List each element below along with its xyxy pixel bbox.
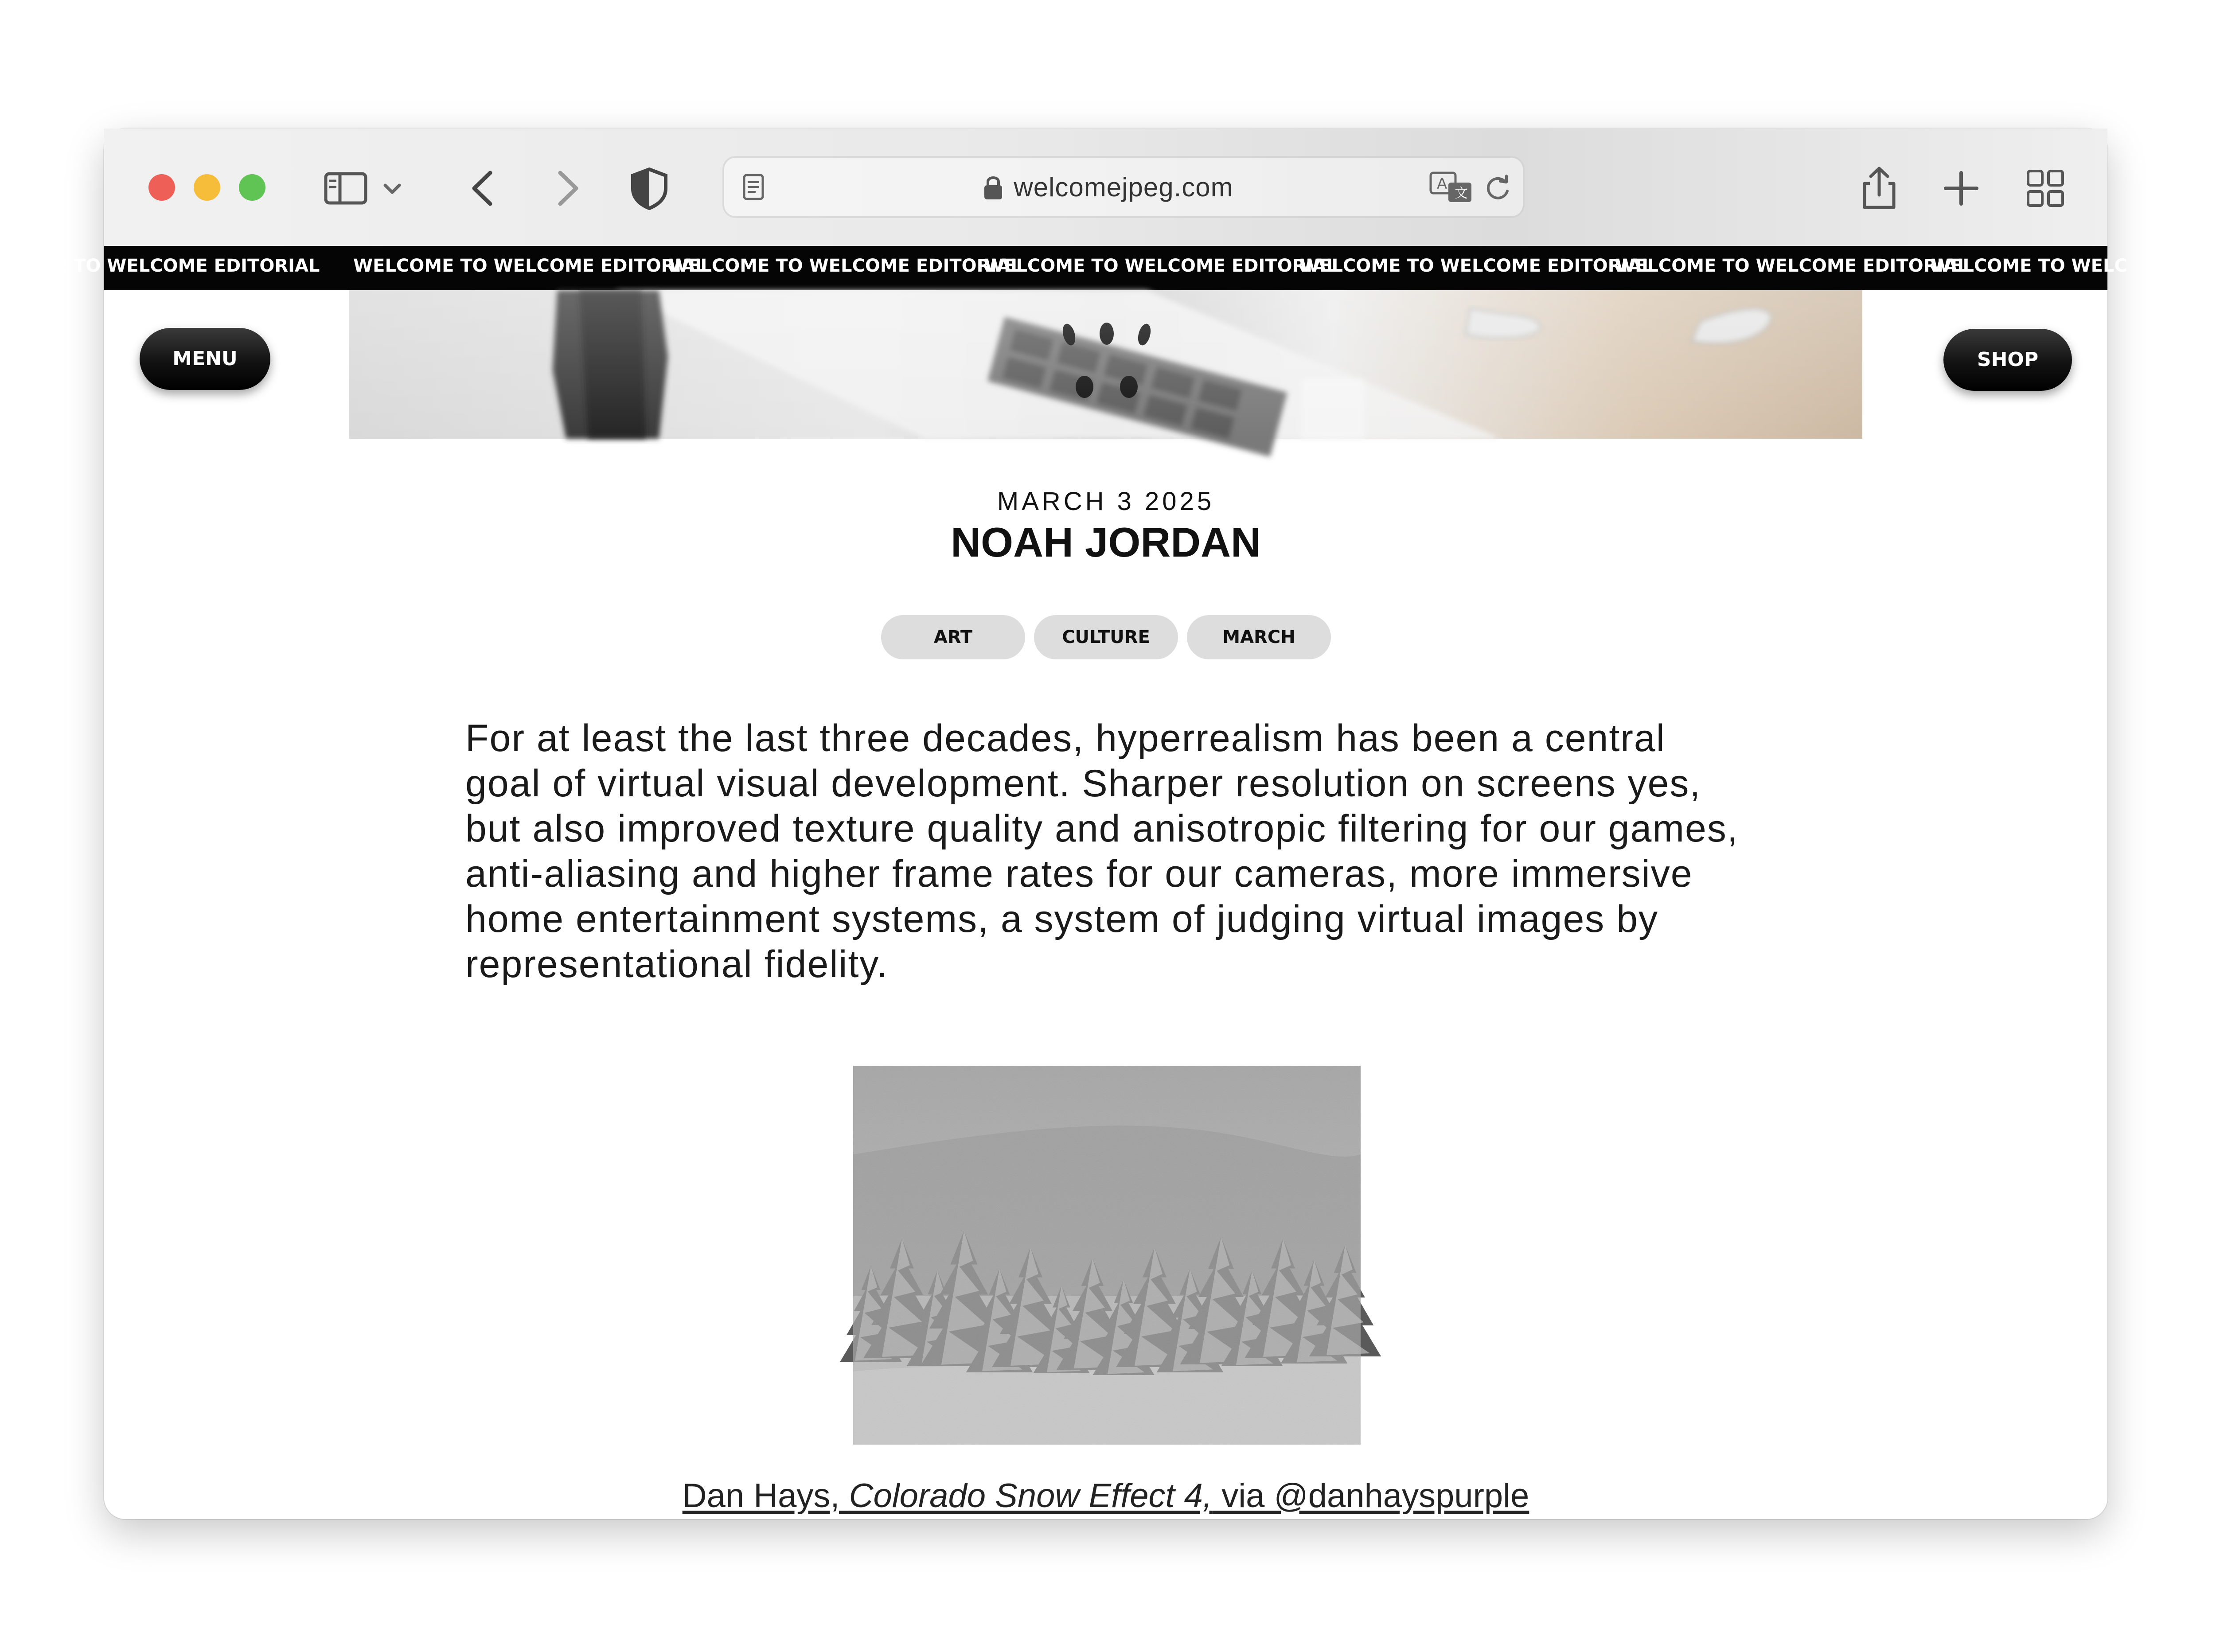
article-author: NOAH JORDAN: [951, 519, 1261, 565]
marquee-item: WELCOME TO WELCOME EDITORIAL: [1300, 256, 1653, 276]
caption-title: Colorado Snow Effect 4,: [849, 1477, 1213, 1515]
article-body: For at least the last three decades, hyperrealism has been a central goal of virtual visual development. Sharper resolution on screens yes, but also improved texture quality and anisotropic filtering for our games, anti-aliasing and higher frame rates for our cameras, more immersive home entertainment systems, a system of judging virtual images by representational fidelity.: [465, 717, 1739, 986]
tag-art[interactable]: ART: [881, 615, 1025, 659]
svg-text:A: A: [1437, 175, 1447, 193]
share-icon[interactable]: [1855, 164, 1904, 213]
marquee-banner: [38, 246, 2127, 290]
chevron-right-icon[interactable]: [541, 164, 589, 213]
marquee-item: WELCOME TO WELCOME EDITORIAL: [984, 256, 1338, 276]
article-image: [853, 1066, 1361, 1445]
svg-text:文: 文: [1455, 186, 1468, 201]
plus-icon[interactable]: [1937, 164, 1986, 213]
minimize-window-button[interactable]: [194, 174, 220, 201]
marquee-item: WELCOME TO WELC: [1931, 256, 2127, 276]
sidebar-icon[interactable]: [321, 164, 370, 213]
image-caption-link[interactable]: [104, 1477, 2107, 1515]
chevron-down-icon[interactable]: [379, 164, 406, 213]
caption-artist: Dan Hays,: [682, 1477, 849, 1515]
marquee-item: WELCOME TO WELCOME EDITORIAL: [669, 256, 1022, 276]
browser-window: [38, 129, 2127, 1519]
article-date: MARCH 3 2025: [997, 487, 1215, 516]
tab-grid-icon[interactable]: [2021, 164, 2070, 213]
snow-forest-painting: [853, 1066, 1361, 1445]
caption-via: via @danhayspurple: [1212, 1477, 1529, 1515]
shop-button[interactable]: SHOP: [1943, 329, 2072, 391]
marquee-item: WELCOME TO WELCOME EDITORIAL: [353, 256, 706, 276]
tag-march[interactable]: MARCH: [1187, 615, 1331, 659]
url-text: welcomejpeg.com: [1014, 172, 1233, 202]
translate-icon[interactable]: [1427, 169, 1476, 205]
hero-artwork: [349, 290, 1862, 439]
zoom-window-button[interactable]: [239, 174, 265, 201]
shield-icon[interactable]: [625, 164, 674, 213]
menu-button[interactable]: MENU: [140, 328, 270, 390]
hero-image: [349, 290, 1862, 439]
chevron-left-icon[interactable]: [461, 164, 510, 213]
marquee-item: ME TO WELCOME EDITORIAL: [38, 256, 320, 276]
marquee-track: [38, 256, 2216, 276]
reload-icon[interactable]: [1483, 171, 1514, 203]
marquee-item: WELCOME TO WELCOME EDITORIAL: [1615, 256, 1969, 276]
address-bar[interactable]: [722, 156, 1525, 218]
close-window-button[interactable]: [148, 174, 175, 201]
browser-toolbar: [104, 129, 2107, 246]
tag-culture[interactable]: CULTURE: [1034, 615, 1178, 659]
